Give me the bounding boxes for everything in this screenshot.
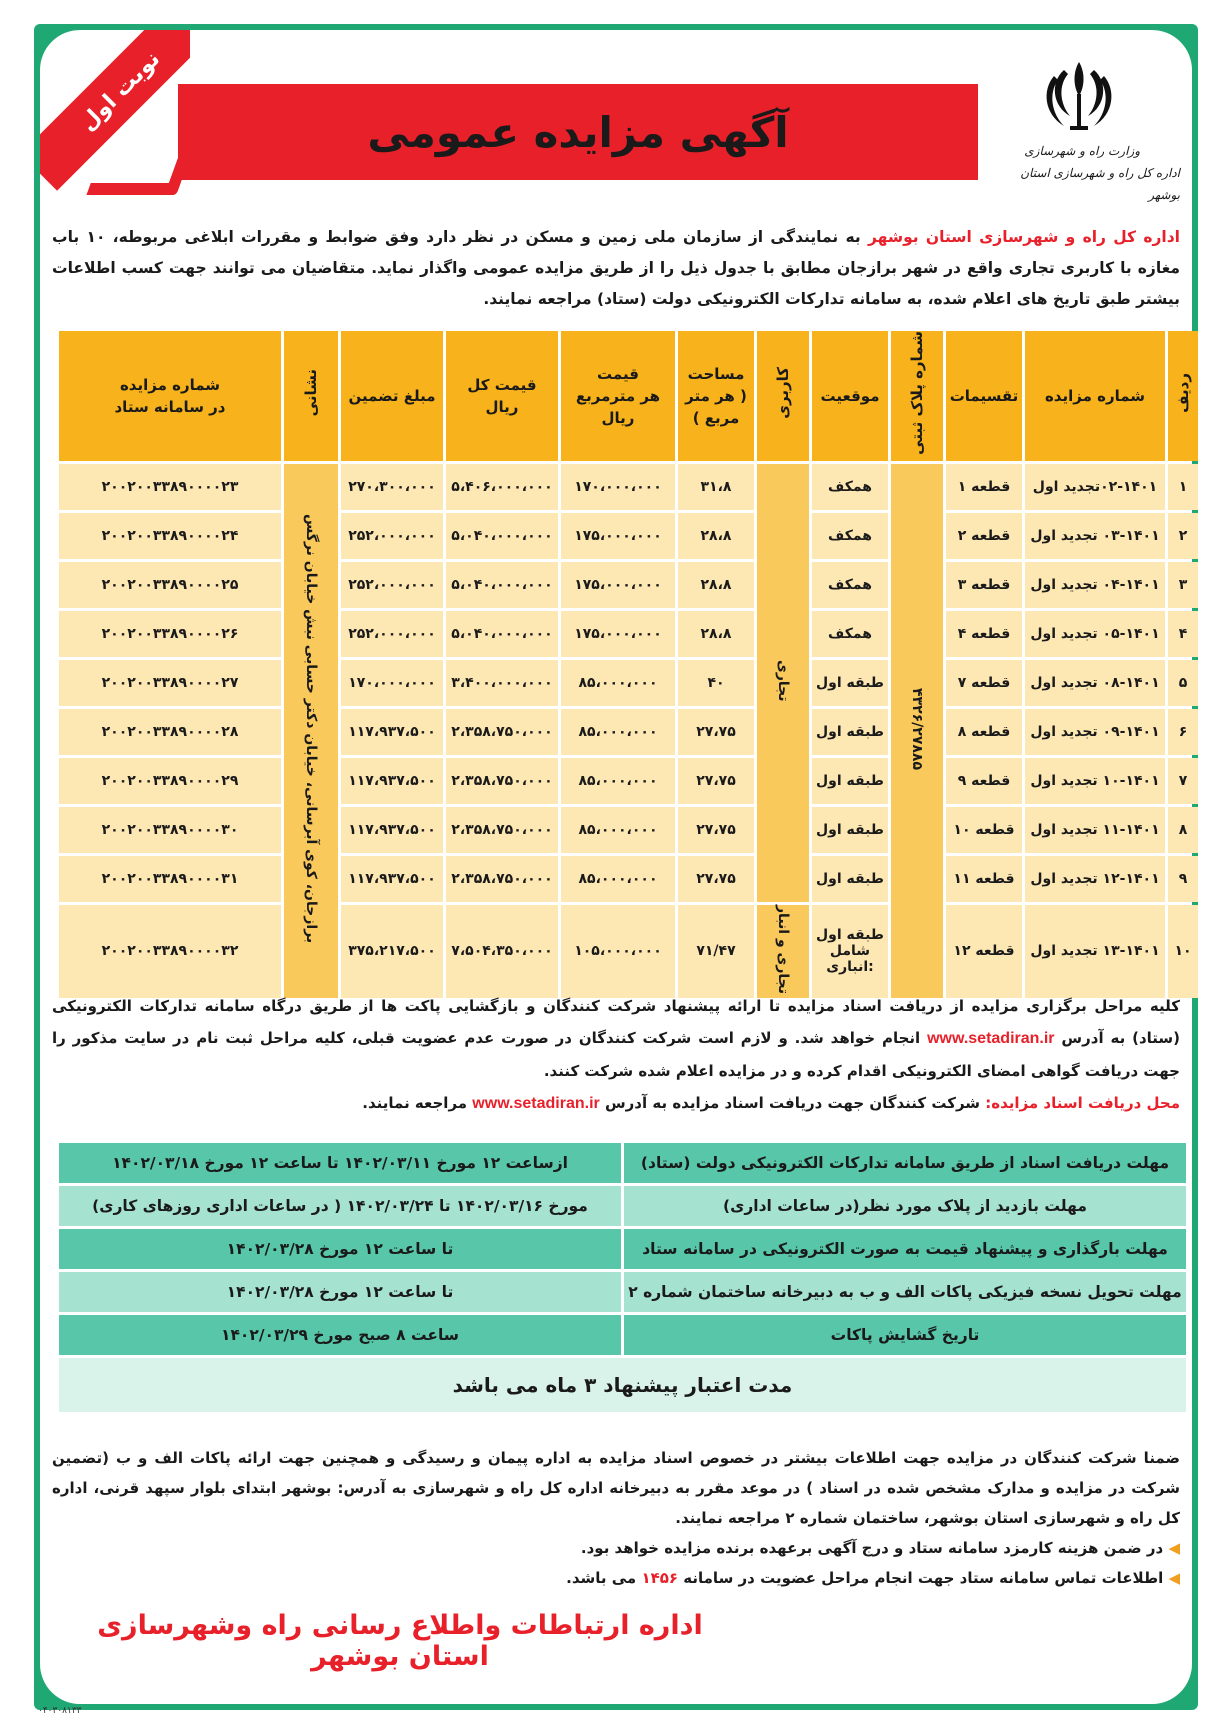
cell-area: ۲۸،۸ [678,562,754,608]
cell-location: همکف [812,562,888,608]
notes-bullet2: ◀ اطلاعات تماس سامانه ستاد جهت انجام مراحل عضویت در سامانه ۱۴۵۶ می باشد. [566,1569,1180,1587]
cell-location: همکف [812,611,888,657]
cell-division: قطعه ۸ [946,709,1022,755]
iran-emblem-icon [1040,56,1118,136]
schedule-row [59,1272,1186,1312]
cell-area: ۲۷،۷۵ [678,807,754,853]
schedule-label: مهلت دریافت اسناد از طریق سامانه تدارکات الکترونیکی دولت (ستاد) [624,1143,1186,1183]
schedule-label: مهلت بازدید از پلاک مورد نظر(در ساعات اداری) [624,1186,1186,1226]
cell-setad-no: ۲۰۰۲۰۰۳۳۸۹۰۰۰۰۲۳ [59,464,281,510]
cell-area: ۲۷،۷۵ [678,709,754,755]
cell-total-price: ۲،۳۵۸،۷۵۰،۰۰۰ [446,709,558,755]
cell-location: همکف [812,464,888,510]
cell-auction-no: ۰۵-۱۴۰۱ تجدید اول [1025,611,1165,657]
bullet-arrow-icon: ◀ [1168,1569,1180,1587]
cell-guarantee: ۲۷۰،۳۰۰،۰۰۰ [341,464,443,510]
table-row [59,513,1198,559]
cell-unit-price: ۸۵،۰۰۰،۰۰۰ [561,660,675,706]
th-auction-no: شماره مزایده [1025,331,1165,461]
th-address: نشانی [284,331,338,461]
setad-link[interactable]: www.setadiran.ir [927,1030,1055,1047]
cell-guarantee: ۲۵۲،۰۰۰،۰۰۰ [341,611,443,657]
cell-division: قطعه ۷ [946,660,1022,706]
cell-total-price: ۵،۴۰۶،۰۰۰،۰۰۰ [446,464,558,510]
cell-total-price: ۵،۰۴۰،۰۰۰،۰۰۰ [446,562,558,608]
cell-setad-no: ۲۰۰۲۰۰۳۳۸۹۰۰۰۰۳۲ [59,905,281,998]
cell-total-price: ۲،۳۵۸،۷۵۰،۰۰۰ [446,758,558,804]
conditions-p2: محل دریافت اسناد مزایده: شرکت کنندگان جهت دریافت اسناد مزایده به آدرس www.setadiran.ir مراجعه نمایند. [362,1094,1180,1112]
ministry-line2: اداره کل راه و شهرسازی استان بوشهر [1020,166,1180,202]
cell-usage: تجاری [757,464,809,902]
cell-address: برازجان، کوی آبرسانی، خیابان دکتر حسابی نبش خیابان نرگس [284,464,338,998]
cell-division: قطعه ۱۰ [946,807,1022,853]
cell-area: ۷۱/۴۷ [678,905,754,998]
cell-area: ۲۷،۷۵ [678,758,754,804]
cell-location: همکف [812,513,888,559]
cell-row-no: ۵ [1168,660,1198,706]
schedule-value: تا ساعت ۱۲ مورخ ۱۴۰۲/۰۳/۲۸ [59,1229,621,1269]
table-row [59,562,1198,608]
cell-unit-price: ۱۰۵،۰۰۰،۰۰۰ [561,905,675,998]
cell-total-price: ۵،۰۴۰،۰۰۰،۰۰۰ [446,513,558,559]
cell-location: طبقه اول [812,758,888,804]
cell-usage: تجاری و انبار [757,905,809,998]
cell-setad-no: ۲۰۰۲۰۰۳۳۸۹۰۰۰۰۲۴ [59,513,281,559]
cell-location: طبقه اول [812,856,888,902]
cell-unit-price: ۱۷۰،۰۰۰،۰۰۰ [561,464,675,510]
cell-location: طبقه اول [812,660,888,706]
cell-row-no: ۱ [1168,464,1198,510]
cell-area: ۴۰ [678,660,754,706]
cell-guarantee: ۱۱۷،۹۳۷،۵۰۰ [341,709,443,755]
th-guarantee: مبلغ تضمین [341,331,443,461]
cell-auction-no: ۱۲-۱۴۰۱ تجدید اول [1025,856,1165,902]
schedule-value: ساعت ۸ صبح مورخ ۱۴۰۲/۰۳/۲۹ [59,1315,621,1355]
table-row [59,807,1198,853]
cell-auction-no: ۱۳-۱۴۰۱ تجدید اول [1025,905,1165,998]
cell-guarantee: ۱۷۰،۰۰۰،۰۰۰ [341,660,443,706]
schedule-table [56,1140,1189,1415]
th-location: موقعیت [812,331,888,461]
auction-table [56,328,1201,1001]
table-row [59,758,1198,804]
ad-code: ۰۴۰۳۰۸۱۳۳ [38,1706,82,1716]
cell-unit-price: ۸۵،۰۰۰،۰۰۰ [561,807,675,853]
intro-paragraph [52,222,1180,315]
table-row [59,856,1198,902]
cell-row-no: ۷ [1168,758,1198,804]
ministry-caption [990,140,1180,206]
cell-division: قطعه ۳ [946,562,1022,608]
validity-text: مدت اعتبار پیشنهاد ۳ ماه می باشد [59,1358,1186,1412]
cell-location: طبقه اول [812,709,888,755]
cell-setad-no: ۲۰۰۲۰۰۳۳۸۹۰۰۰۰۲۹ [59,758,281,804]
cell-area: ۲۷،۷۵ [678,856,754,902]
schedule-row [59,1229,1186,1269]
cell-total-price: ۵،۰۴۰،۰۰۰،۰۰۰ [446,611,558,657]
cell-guarantee: ۳۷۵،۲۱۷،۵۰۰ [341,905,443,998]
cell-division: قطعه ۹ [946,758,1022,804]
cell-location: طبقه اول شامل :انباری [812,905,888,998]
cell-division: قطعه ۱۲ [946,905,1022,998]
page-title: آگهی مزایده عمومی [367,107,789,157]
cell-area: ۲۸،۸ [678,513,754,559]
conditions-text [52,990,1180,1120]
cell-guarantee: ۱۱۷،۹۳۷،۵۰۰ [341,807,443,853]
notes [52,1443,1180,1593]
cell-row-no: ۲ [1168,513,1198,559]
cell-unit-price: ۱۷۵،۰۰۰،۰۰۰ [561,513,675,559]
cell-location: طبقه اول [812,807,888,853]
cell-total-price: ۳،۴۰۰،۰۰۰،۰۰۰ [446,660,558,706]
title-bar [178,84,978,180]
bullet-arrow-icon: ◀ [1168,1539,1180,1557]
th-total-price: قیمت کل ریال [446,331,558,461]
cell-setad-no: ۲۰۰۲۰۰۳۳۸۹۰۰۰۰۲۵ [59,562,281,608]
cell-row-no: ۳ [1168,562,1198,608]
table-row [59,611,1198,657]
intro-text: به نمایندگی از سازمان ملی زمین و مسکن در نظر دارد وفق ضوابط و مقررات ابلاغی مربوطه، ۱۰ باب مغازه با کاربری تجاری واقع در شهر برازجان مطابق با جدول ذیل را از طریق مزایده عمومی واگذار نماید. متقاضیان می توانند جهت کسب اطلاعات بیشتر طبق تاریخ های اعلام شده، به سامانه تدارکات الکترونیکی دولت (ستاد) مراجعه نمایند. [52,228,1180,308]
cell-unit-price: ۱۷۵،۰۰۰،۰۰۰ [561,611,675,657]
schedule-row [59,1315,1186,1355]
table-row [59,464,1198,510]
table-row [59,905,1198,998]
cell-division: قطعه ۱۱ [946,856,1022,902]
ribbon [40,30,190,195]
cell-division: قطعه ۲ [946,513,1022,559]
cell-auction-no: ۰۳-۱۴۰۱ تجدید اول [1025,513,1165,559]
cell-row-no: ۸ [1168,807,1198,853]
th-plaque: شماره پلاک ثبتی [891,331,943,461]
cell-guarantee: ۱۱۷،۹۳۷،۵۰۰ [341,856,443,902]
table-row [59,660,1198,706]
intro-org: اداره کل راه و شهرسازی استان بوشهر [867,228,1180,246]
notes-bullet1: ◀ در ضمن هزینه کارمزد سامانه ستاد و درج آگهی برعهده برنده مزایده خواهد بود. [580,1539,1180,1557]
cell-unit-price: ۸۵،۰۰۰،۰۰۰ [561,709,675,755]
cell-auction-no: ۰۹-۱۴۰۱ تجدید اول [1025,709,1165,755]
cell-row-no: ۶ [1168,709,1198,755]
footer-title: اداره ارتباطات واطلاع رسانی راه وشهرسازی استان بوشهر [97,1610,703,1672]
th-unit-price: قیمت هر مترمربع ریال [561,331,675,461]
table-row [59,709,1198,755]
th-area: مساحت ( هر متر مربع ) [678,331,754,461]
ministry-line1: وزارت راه و شهرسازی [1024,144,1140,158]
schedule-row [59,1143,1186,1183]
th-usage: کاربری [757,331,809,461]
setad-link[interactable]: www.setadiran.ir [472,1095,600,1112]
th-division: تقسیمات [946,331,1022,461]
cell-auction-no: ۰۴-۱۴۰۱ تجدید اول [1025,562,1165,608]
th-setad-no: شماره مزایده در سامانه ستاد [59,331,281,461]
cell-setad-no: ۲۰۰۲۰۰۳۳۸۹۰۰۰۰۳۰ [59,807,281,853]
schedule-value: ازساعت ۱۲ مورخ ۱۴۰۲/۰۳/۱۱ تا ساعت ۱۲ مورخ ۱۴۰۲/۰۳/۱۸ [59,1143,621,1183]
cell-setad-no: ۲۰۰۲۰۰۳۳۸۹۰۰۰۰۲۷ [59,660,281,706]
conditions-p1: کلیه مراحل برگزاری مزایده از دریافت اسناد مزایده تا ارائه پیشنهاد شرکت کنندگان و بازگشایی پاکت ها از طریق درگاه سامانه تدارکات الکترونیکی (ستاد) به آدرس www.setadiran.ir انجام خواهد شد. و لازم است شرکت کنندگان در صورت عدم عضویت قبلی، کلیه مراحل ثبت نام در سایت مذکور را جهت دریافت گواهی امضای الکترونیکی اقدام کرده و در مزایده اعلام شده شرکت کنند. [52,997,1181,1080]
notes-p1: ضمنا شرکت کنندگان در مزایده جهت اطلاعات بیشتر در خصوص اسناد مزایده به اداره پیمان و رسیدگی و همچنین جهت ارائه پاکات الف و ب (تضمین شرکت در مزایده و مدارک مشخص شده در اسناد ) در موعد مقرر به دبیرخانه اداره کل راه و شهرسازی به آدرس: بوشهر ابتدای بلوار سپهد قرنی، اداره کل راه و شهرسازی استان بوشهر، ساختمان شماره ۲ مراجعه نمایند. [52,1449,1180,1527]
cell-auction-no: ۰۲-۱۴۰۱تجدید اول [1025,464,1165,510]
validity-row [59,1358,1186,1412]
cell-division: قطعه ۱ [946,464,1022,510]
cell-unit-price: ۱۷۵،۰۰۰،۰۰۰ [561,562,675,608]
schedule-value: مورخ ۱۴۰۲/۰۳/۱۶ تا ۱۴۰۲/۰۳/۲۴ ( در ساعات اداری روزهای کاری) [59,1186,621,1226]
cell-plaque: ۴۳۲۶/۲۷۸۸۵ [891,464,943,998]
schedule-label: مهلت تحویل نسخه فیزیکی پاکات الف و ب به دبیرخانه ساختمان شماره ۲ [624,1272,1186,1312]
cell-row-no: ۹ [1168,856,1198,902]
table-header-row [59,331,1198,461]
cell-setad-no: ۲۰۰۲۰۰۳۳۸۹۰۰۰۰۲۸ [59,709,281,755]
cell-guarantee: ۲۵۲،۰۰۰،۰۰۰ [341,562,443,608]
cell-auction-no: ۱۰-۱۴۰۱ تجدید اول [1025,758,1165,804]
cell-setad-no: ۲۰۰۲۰۰۳۳۸۹۰۰۰۰۲۶ [59,611,281,657]
cell-area: ۳۱،۸ [678,464,754,510]
cell-division: قطعه ۴ [946,611,1022,657]
cell-guarantee: ۲۵۲،۰۰۰،۰۰۰ [341,513,443,559]
cell-total-price: ۷،۵۰۴،۳۵۰،۰۰۰ [446,905,558,998]
cell-row-no: ۴ [1168,611,1198,657]
cell-row-no: ۱۰ [1168,905,1198,998]
cell-area: ۲۸،۸ [678,611,754,657]
cell-unit-price: ۸۵،۰۰۰،۰۰۰ [561,758,675,804]
schedule-row [59,1186,1186,1226]
cell-total-price: ۲،۳۵۸،۷۵۰،۰۰۰ [446,856,558,902]
th-row: ردیف [1168,331,1198,461]
schedule-label: مهلت بارگذاری و پیشنهاد قیمت به صورت الکترونیکی در سامانه ستاد [624,1229,1186,1269]
cell-setad-no: ۲۰۰۲۰۰۳۳۸۹۰۰۰۰۳۱ [59,856,281,902]
cell-unit-price: ۸۵،۰۰۰،۰۰۰ [561,856,675,902]
schedule-label: تاریخ گشایش پاکات [624,1315,1186,1355]
cell-total-price: ۲،۳۵۸،۷۵۰،۰۰۰ [446,807,558,853]
schedule-value: تا ساعت ۱۲ مورخ ۱۴۰۲/۰۳/۲۸ [59,1272,621,1312]
ribbon-text: نوبت اول [75,46,165,136]
cell-auction-no: ۱۱-۱۴۰۱ تجدید اول [1025,807,1165,853]
cell-auction-no: ۰۸-۱۴۰۱ تجدید اول [1025,660,1165,706]
cell-guarantee: ۱۱۷،۹۳۷،۵۰۰ [341,758,443,804]
